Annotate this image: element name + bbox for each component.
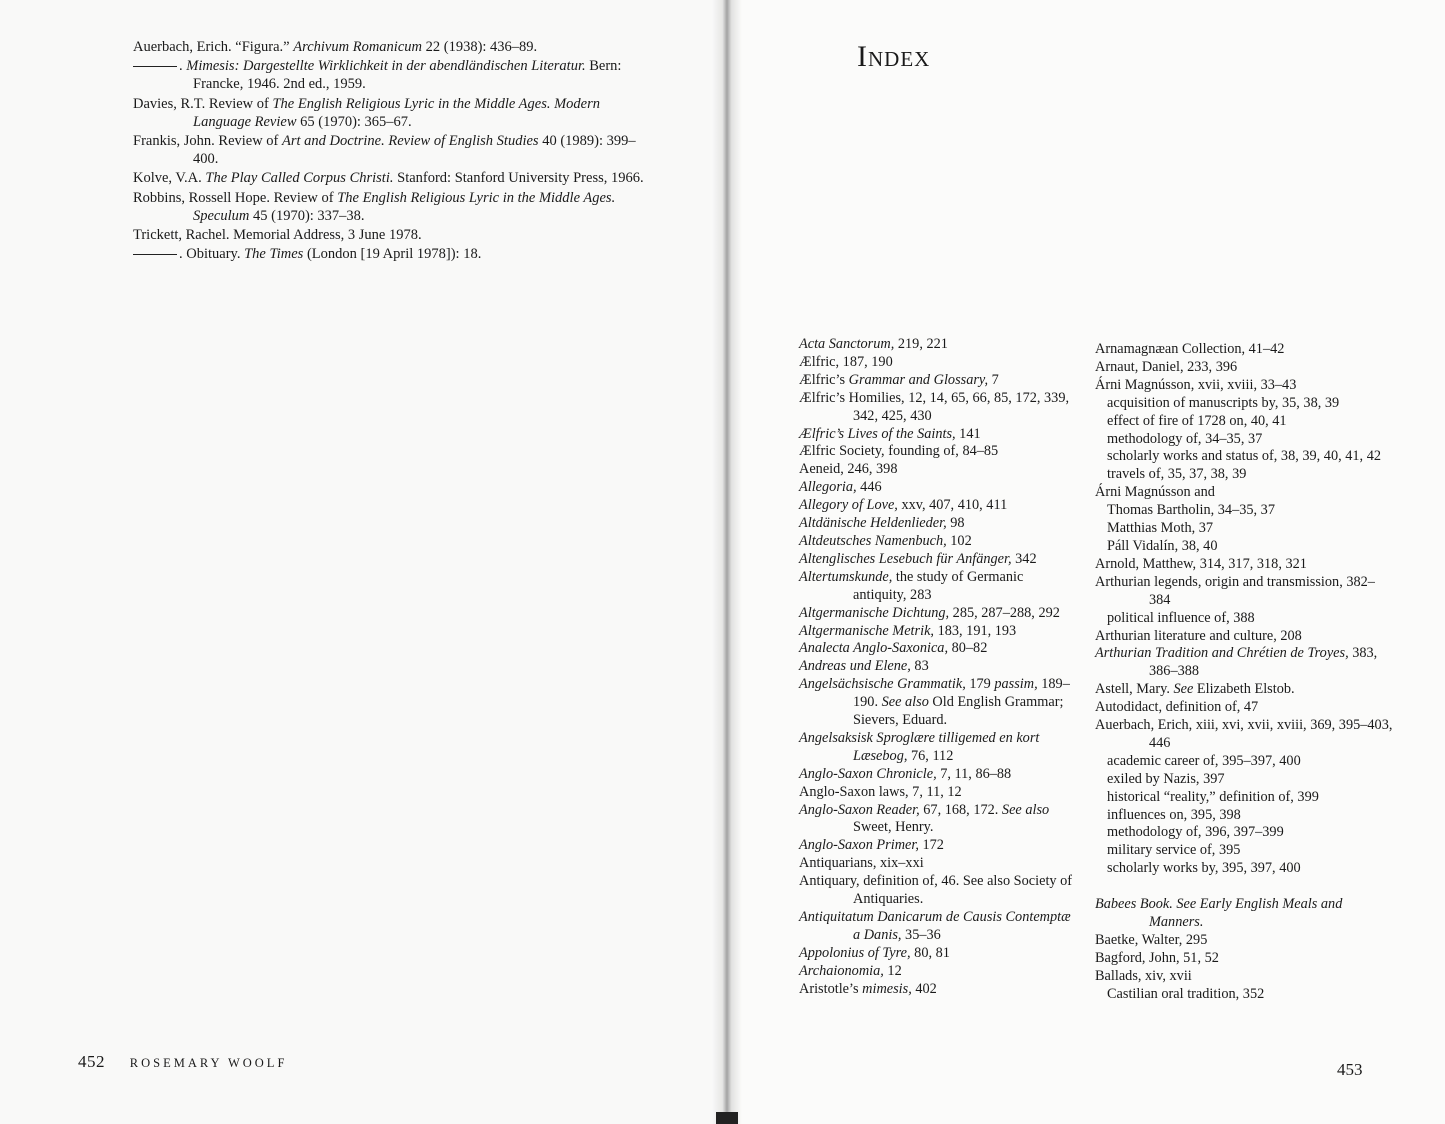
- index-entry: [1095, 968, 1395, 986]
- index-entry: [799, 372, 1079, 390]
- text-run: 102: [946, 532, 972, 549]
- index-subentry: [1095, 986, 1395, 1004]
- text-run: Archivum Romanicum: [293, 39, 422, 55]
- index-entry: [799, 390, 1079, 426]
- text-run: Arthurian literature and culture, 208: [1095, 627, 1302, 644]
- text-run: The English Religious Lyric in the Middle Ages. Speculum: [193, 189, 616, 224]
- text-run: Arthurian legends, origin and transmission, 382–384: [1095, 573, 1375, 608]
- index-entry: [1095, 950, 1395, 968]
- text-run: Ælfric’s: [799, 371, 849, 388]
- index-entry: [799, 569, 1079, 605]
- index-entry: [799, 981, 1079, 999]
- text-run: Castilian oral tradition, 352: [1107, 985, 1265, 1002]
- text-run: Auerbach, Erich, xiii, xvi, xvii, xviii, 369, 395–403, 446: [1095, 717, 1393, 751]
- text-run: See: [1173, 681, 1194, 698]
- text-run: Thomas Bartholin, 34–35, 37: [1107, 502, 1275, 519]
- text-run: Frankis, John. Review of: [133, 133, 283, 150]
- text-run: Autodidact, definition of, 47: [1095, 699, 1259, 716]
- index-entry: [1095, 377, 1395, 395]
- text-run: Anglo-Saxon laws, 7, 11, 12: [799, 783, 962, 800]
- text-run: 98: [946, 515, 965, 532]
- text-run: Anglo-Saxon Reader,: [799, 801, 920, 818]
- book-spine-edge: [716, 1112, 738, 1124]
- text-run: 40 (1989): 399–400.: [193, 133, 636, 168]
- text-run: Aristotle’s: [799, 980, 863, 997]
- index-entry: [799, 426, 1079, 444]
- text-run: influences on, 395, 398: [1107, 806, 1241, 823]
- text-run: Baetke, Walter, 295: [1095, 932, 1208, 948]
- repeat-author-dash: [133, 254, 177, 255]
- right-page: [727, 0, 1445, 1124]
- text-run: Old English Grammar; Sievers, Eduard.: [853, 694, 1064, 729]
- index-subentry: [1095, 520, 1395, 538]
- index-entry: [799, 443, 1079, 461]
- index-entry: [799, 605, 1079, 623]
- text-run: Aeneid, 246, 398: [799, 461, 898, 478]
- bibliography-list: [133, 38, 653, 264]
- text-run: Allegoria,: [799, 479, 857, 496]
- text-run: Arnold, Matthew, 314, 317, 318, 321: [1095, 555, 1307, 572]
- text-run: Kolve, V.A.: [133, 170, 206, 187]
- index-entry: [799, 533, 1079, 551]
- index-entry: [799, 479, 1079, 497]
- text-run: methodology of, 34–35, 37: [1107, 430, 1263, 447]
- text-run: xxv, 407, 410, 411: [897, 497, 1008, 514]
- book-gutter-shadow: [712, 0, 742, 1124]
- text-run: Appolonius of Tyre,: [799, 944, 911, 961]
- index-entry: [1095, 341, 1395, 359]
- repeat-author-dash: [133, 66, 177, 67]
- index-subentry: [1095, 431, 1395, 449]
- text-run: 446: [856, 479, 882, 496]
- text-run: Bagford, John, 51, 52: [1095, 949, 1219, 966]
- text-run: passim,: [994, 676, 1038, 693]
- text-run: Ælfric, 187, 190: [799, 353, 893, 370]
- text-run: . Obituary.: [179, 246, 245, 263]
- index-entry: [799, 640, 1079, 658]
- text-run: mimesis,: [862, 980, 912, 997]
- text-run: Anglo-Saxon Chronicle,: [799, 765, 937, 782]
- text-run: 80, 81: [910, 944, 950, 961]
- text-run: 183, 191, 193: [934, 622, 1017, 639]
- index-subentry: [1095, 753, 1395, 771]
- text-run: 219, 221: [894, 336, 948, 352]
- text-run: 285, 287–288, 292: [949, 604, 1060, 621]
- text-run: Mimesis: Dargestellte Wirklichkeit in der abendländischen Literatur.: [186, 58, 586, 75]
- index-entry: [799, 909, 1079, 945]
- text-run: Árni Magnússon, xvii, xviii, 33–43: [1095, 376, 1297, 393]
- text-run: Angelsaksisk Sproglære tilligemed en kort Læsebog,: [799, 729, 1040, 764]
- index-entry: [799, 945, 1079, 963]
- text-run: Bern: Francke, 1946. 2nd ed., 1959.: [193, 58, 622, 93]
- text-run: (London [19 April 1978]): 18.: [303, 246, 482, 263]
- index-entry: [799, 837, 1079, 855]
- text-run: 22 (1938): 436–89.: [421, 39, 538, 55]
- text-run: The Times: [244, 246, 304, 263]
- index-subentry: [1095, 413, 1395, 431]
- text-run: See also: [1001, 801, 1050, 818]
- text-run: Arnaut, Daniel, 233, 396: [1095, 358, 1238, 375]
- text-run: 45 (1970): 337–38.: [249, 207, 365, 224]
- index-column-2: [1095, 341, 1395, 1004]
- right-page-number: 453: [1337, 1060, 1363, 1079]
- text-run: Angelsächsische Grammatik,: [799, 676, 966, 693]
- index-entry: [1095, 574, 1395, 610]
- text-run: Astell, Mary.: [1095, 681, 1174, 698]
- text-run: 179: [965, 676, 995, 693]
- text-run: 7, 11, 86–88: [936, 765, 1012, 782]
- text-run: Sweet, Henry.: [853, 819, 934, 836]
- left-page-number: 452: [78, 1052, 105, 1071]
- text-run: Ballads, xiv, xvii: [1095, 967, 1192, 984]
- index-entry: [799, 766, 1079, 784]
- index-subentry: [1095, 771, 1395, 789]
- running-head: ROSEMARY WOOLF: [129, 1056, 288, 1070]
- left-page-footer: [78, 1052, 287, 1072]
- text-run: The English Religious Lyric in the Middle Ages. Modern Language Review: [193, 95, 600, 130]
- bibliography-entry: [133, 169, 653, 187]
- text-run: .: [179, 58, 187, 75]
- index-entry: [1095, 645, 1395, 681]
- text-run: Stanford: Stanford University Press, 1966.: [393, 170, 644, 187]
- text-run: 383, 386–388: [1149, 645, 1378, 680]
- text-run: 80–82: [948, 640, 988, 657]
- index-entry: [799, 515, 1079, 533]
- text-run: Antiquarians, xix–xxi: [799, 855, 924, 872]
- index-entry: [799, 336, 1079, 354]
- text-run: 65 (1970): 365–67.: [296, 113, 412, 130]
- text-run: Babees Book. See Early English Meals and Manners.: [1095, 896, 1343, 931]
- bibliography-entry: [133, 226, 653, 244]
- text-run: Art and Doctrine. Review of English Studies: [282, 133, 539, 150]
- bibliography-entry: [133, 95, 653, 131]
- text-run: the study of Germanic antiquity, 283: [853, 568, 1024, 603]
- text-run: Davies, R.T. Review of: [133, 95, 273, 112]
- text-run: Acta Sanctorum,: [799, 336, 895, 352]
- text-run: Ælfric’s Homilies, 12, 14, 65, 66, 85, 172, 339, 342, 425, 430: [799, 389, 1070, 424]
- index-subentry: [1095, 807, 1395, 825]
- text-run: Altdeutsches Namenbuch,: [799, 532, 947, 549]
- index-entry: [1095, 359, 1395, 377]
- index-entry: [1095, 484, 1395, 502]
- index-entry: [799, 730, 1079, 766]
- text-run: Allegory of Love,: [799, 497, 898, 514]
- text-run: scholarly works and status of, 38, 39, 40, 41, 42: [1107, 448, 1381, 465]
- index-entry: [1095, 717, 1395, 753]
- index-subentry: [1095, 448, 1395, 466]
- text-run: effect of fire of 1728 on, 40, 41: [1107, 412, 1287, 429]
- bibliography-entry: [133, 189, 653, 225]
- text-run: acquisition of manuscripts by, 35, 38, 39: [1107, 394, 1340, 411]
- text-run: Trickett, Rachel. Memorial Address, 3 June 1978.: [133, 227, 422, 244]
- text-run: Ælfric’s Lives of the Saints,: [799, 425, 956, 442]
- text-run: academic career of, 395–397, 400: [1107, 752, 1301, 769]
- text-run: Matthias Moth, 37: [1107, 520, 1214, 537]
- index-entry: [799, 623, 1079, 641]
- index-title: Index: [857, 40, 931, 73]
- text-run: Árni Magnússon and: [1095, 484, 1215, 501]
- bibliography-entry: [133, 132, 653, 168]
- text-run: military service of, 395: [1107, 842, 1241, 859]
- text-run: 12: [883, 962, 902, 979]
- text-run: Grammar and Glossary,: [848, 371, 989, 388]
- index-subentry: [1095, 610, 1395, 628]
- index-column-1: [799, 336, 1079, 999]
- index-entry: [799, 354, 1079, 372]
- text-run: Anglo-Saxon Primer,: [799, 837, 919, 854]
- text-run: The Play Called Corpus Christi.: [205, 170, 394, 187]
- text-run: Andreas und Elene,: [799, 658, 911, 675]
- index-letter-gap: [1095, 878, 1395, 896]
- index-subentry: [1095, 789, 1395, 807]
- index-entry: [799, 461, 1079, 479]
- text-run: 76, 112: [907, 747, 954, 764]
- index-entry: [1095, 556, 1395, 574]
- text-run: Antiquitatum Danicarum de Causis Contemptæ a Danis,: [799, 909, 1071, 943]
- index-entry: [1095, 932, 1395, 950]
- text-run: Robbins, Rossell Hope. Review of: [133, 189, 338, 206]
- text-run: scholarly works by, 395, 397, 400: [1107, 860, 1301, 877]
- text-run: Altenglisches Lesebuch für Anfänger,: [799, 550, 1012, 567]
- text-run: 141: [955, 425, 981, 442]
- text-run: historical “reality,” definition of, 399: [1107, 788, 1319, 805]
- text-run: Antiquary, definition of, 46. See also Society of Antiquaries.: [799, 873, 1073, 908]
- index-subentry: [1095, 466, 1395, 484]
- index-entry: [799, 676, 1079, 730]
- text-run: Arnamagnæan Collection, 41–42: [1095, 341, 1285, 357]
- text-run: 83: [910, 658, 929, 675]
- index-entry: [799, 497, 1079, 515]
- index-entry: [799, 963, 1079, 981]
- text-run: Altgermanische Metrik,: [799, 622, 934, 639]
- index-entry: [799, 784, 1079, 802]
- index-entry: [1095, 699, 1395, 717]
- text-run: exiled by Nazis, 397: [1107, 770, 1225, 787]
- text-run: Elizabeth Elstob.: [1193, 681, 1295, 698]
- index-subentry: [1095, 502, 1395, 520]
- index-entry: [1095, 681, 1395, 699]
- text-run: 35–36: [901, 926, 941, 943]
- index-entry: [799, 658, 1079, 676]
- text-run: 67, 168, 172.: [919, 801, 1002, 818]
- text-run: 7: [988, 371, 999, 388]
- index-entry: [1095, 896, 1395, 932]
- text-run: Analecta Anglo-Saxonica,: [799, 640, 949, 657]
- text-run: Auerbach, Erich. “Figura.”: [133, 39, 294, 55]
- index-entry: [799, 551, 1079, 569]
- index-subentry: [1095, 395, 1395, 413]
- text-run: Altgermanische Dichtung,: [799, 604, 950, 621]
- text-run: political influence of, 388: [1107, 609, 1255, 626]
- index-subentry: [1095, 824, 1395, 842]
- text-run: 172: [918, 837, 944, 854]
- index-entry: [799, 873, 1079, 909]
- text-run: 402: [911, 980, 937, 997]
- text-run: 342: [1011, 550, 1037, 567]
- text-run: Páll Vidalín, 38, 40: [1107, 537, 1218, 554]
- index-entry: [1095, 628, 1395, 646]
- index-subentry: [1095, 860, 1395, 878]
- bibliography-entry: [133, 57, 653, 93]
- text-run: Altdänische Heldenlieder,: [799, 515, 947, 532]
- bibliography-entry: [133, 38, 653, 56]
- index-entry: [799, 855, 1079, 873]
- index-entry: [799, 802, 1079, 838]
- text-run: Arthurian Tradition and Chrétien de Troyes,: [1095, 645, 1349, 662]
- text-run: Ælfric Society, founding of, 84–85: [799, 443, 999, 460]
- text-run: See also: [881, 694, 929, 711]
- text-run: 189–190.: [853, 676, 1070, 711]
- index-subentry: [1095, 538, 1395, 556]
- text-run: methodology of, 396, 397–399: [1107, 824, 1284, 841]
- bibliography-entry: [133, 245, 653, 263]
- text-run: travels of, 35, 37, 38, 39: [1107, 466, 1247, 483]
- text-run: Archaionomia,: [799, 962, 884, 979]
- text-run: Altertumskunde,: [799, 568, 893, 585]
- index-subentry: [1095, 842, 1395, 860]
